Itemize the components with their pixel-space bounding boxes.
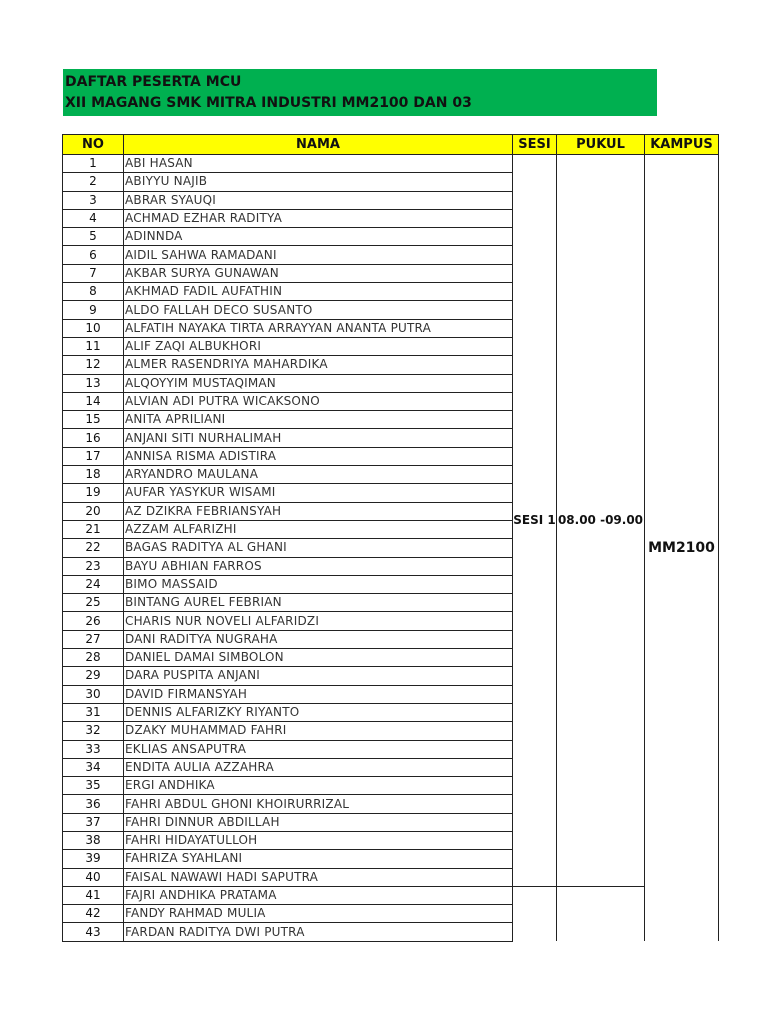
participant-name: AIDIL SAHWA RAMADANI [124, 246, 513, 264]
participant-name: FAISAL NAWAWI HADI SAPUTRA [124, 868, 513, 886]
row-number: 29 [63, 667, 124, 685]
session-cell: SESI 1 [513, 155, 557, 887]
participant-name: ALFATIH NAYAKA TIRTA ARRAYYAN ANANTA PUTRA [124, 319, 513, 337]
row-number: 37 [63, 813, 124, 831]
title-line-1: DAFTAR PESERTA MCU [65, 74, 242, 90]
row-number: 6 [63, 246, 124, 264]
participant-name: ACHMAD EZHAR RADITYA [124, 209, 513, 227]
participant-name: FARDAN RADITYA DWI PUTRA [124, 923, 513, 941]
participant-name: ERGI ANDHIKA [124, 777, 513, 795]
row-number: 17 [63, 447, 124, 465]
row-number: 21 [63, 520, 124, 538]
row-number: 25 [63, 594, 124, 612]
participant-name: ANJANI SITI NURHALIMAH [124, 429, 513, 447]
participant-name: ANITA APRILIANI [124, 411, 513, 429]
row-number: 7 [63, 264, 124, 282]
participant-name: DZAKY MUHAMMAD FAHRI [124, 722, 513, 740]
row-number: 22 [63, 539, 124, 557]
participant-name: FAHRI ABDUL GHONI KHOIRURRIZAL [124, 795, 513, 813]
participant-name: DENNIS ALFARIZKY RIYANTO [124, 703, 513, 721]
participant-name: FAHRI DINNUR ABDILLAH [124, 813, 513, 831]
participant-name: BAGAS RADITYA AL GHANI [124, 539, 513, 557]
row-number: 19 [63, 484, 124, 502]
participant-name: ALQOYYIM MUSTAQIMAN [124, 374, 513, 392]
title-banner [63, 69, 657, 116]
participant-name: CHARIS NUR NOVELI ALFARIDZI [124, 612, 513, 630]
row-number: 39 [63, 850, 124, 868]
participant-name: AKBAR SURYA GUNAWAN [124, 264, 513, 282]
participant-table [62, 134, 719, 942]
participant-name: ALDO FALLAH DECO SUSANTO [124, 301, 513, 319]
header-nama: NAMA [124, 135, 513, 155]
participant-name: ANNISA RISMA ADISTIRA [124, 447, 513, 465]
row-number: 3 [63, 191, 124, 209]
row-number: 18 [63, 466, 124, 484]
row-number: 28 [63, 649, 124, 667]
participant-name: ENDITA AULIA AZZAHRA [124, 758, 513, 776]
row-number: 2 [63, 173, 124, 191]
campus-cell: MM2100 [645, 155, 719, 942]
header-pukul: PUKUL [557, 135, 645, 155]
participant-name: ABRAR SYAUQI [124, 191, 513, 209]
row-number: 43 [63, 923, 124, 941]
participant-name: BIMO MASSAID [124, 575, 513, 593]
participant-name: AZ DZIKRA FEBRIANSYAH [124, 502, 513, 520]
time-cell-empty [557, 886, 645, 941]
participant-name: AZZAM ALFARIZHI [124, 520, 513, 538]
table-row [63, 886, 719, 904]
row-number: 16 [63, 429, 124, 447]
row-number: 10 [63, 319, 124, 337]
row-number: 1 [63, 155, 124, 173]
row-number: 4 [63, 209, 124, 227]
participant-name: EKLIAS ANSAPUTRA [124, 740, 513, 758]
participant-name: ARYANDRO MAULANA [124, 466, 513, 484]
row-number: 11 [63, 337, 124, 355]
header-kampus: KAMPUS [645, 135, 719, 155]
row-number: 13 [63, 374, 124, 392]
row-number: 8 [63, 283, 124, 301]
row-number: 38 [63, 831, 124, 849]
row-number: 34 [63, 758, 124, 776]
participant-name: FAJRI ANDHIKA PRATAMA [124, 886, 513, 904]
row-number: 42 [63, 905, 124, 923]
participant-name: FAHRIZA SYAHLANI [124, 850, 513, 868]
time-cell: 08.00 -09.00 [557, 155, 645, 887]
participant-name: ALIF ZAQI ALBUKHORI [124, 337, 513, 355]
row-number: 24 [63, 575, 124, 593]
title-line-2: XII MAGANG SMK MITRA INDUSTRI MM2100 DAN 03 [65, 95, 472, 111]
row-number: 20 [63, 502, 124, 520]
header-row [63, 135, 719, 155]
row-number: 31 [63, 703, 124, 721]
participant-name: BINTANG AUREL FEBRIAN [124, 594, 513, 612]
participant-name: FANDY RAHMAD MULIA [124, 905, 513, 923]
participant-name: DARA PUSPITA ANJANI [124, 667, 513, 685]
row-number: 23 [63, 557, 124, 575]
row-number: 33 [63, 740, 124, 758]
table-row [63, 155, 719, 173]
participant-name: DANIEL DAMAI SIMBOLON [124, 649, 513, 667]
participant-name: DAVID FIRMANSYAH [124, 685, 513, 703]
participant-name: ADINNDA [124, 228, 513, 246]
row-number: 36 [63, 795, 124, 813]
row-number: 5 [63, 228, 124, 246]
participant-name: AKHMAD FADIL AUFATHIN [124, 283, 513, 301]
participant-name: ABIYYU NAJIB [124, 173, 513, 191]
participant-name: BAYU ABHIAN FARROS [124, 557, 513, 575]
row-number: 35 [63, 777, 124, 795]
row-number: 30 [63, 685, 124, 703]
participant-name: FAHRI HIDAYATULLOH [124, 831, 513, 849]
row-number: 40 [63, 868, 124, 886]
row-number: 15 [63, 411, 124, 429]
row-number: 32 [63, 722, 124, 740]
participant-name: ABI HASAN [124, 155, 513, 173]
row-number: 14 [63, 392, 124, 410]
participant-name: AUFAR YASYKUR WISAMI [124, 484, 513, 502]
row-number: 41 [63, 886, 124, 904]
header-no: NO [63, 135, 124, 155]
participant-name: DANI RADITYA NUGRAHA [124, 630, 513, 648]
participant-name: ALMER RASENDRIYA MAHARDIKA [124, 356, 513, 374]
table-body [63, 155, 719, 942]
header-sesi: SESI [513, 135, 557, 155]
participant-name: ALVIAN ADI PUTRA WICAKSONO [124, 392, 513, 410]
row-number: 12 [63, 356, 124, 374]
row-number: 27 [63, 630, 124, 648]
row-number: 26 [63, 612, 124, 630]
session-cell-empty [513, 886, 557, 941]
row-number: 9 [63, 301, 124, 319]
